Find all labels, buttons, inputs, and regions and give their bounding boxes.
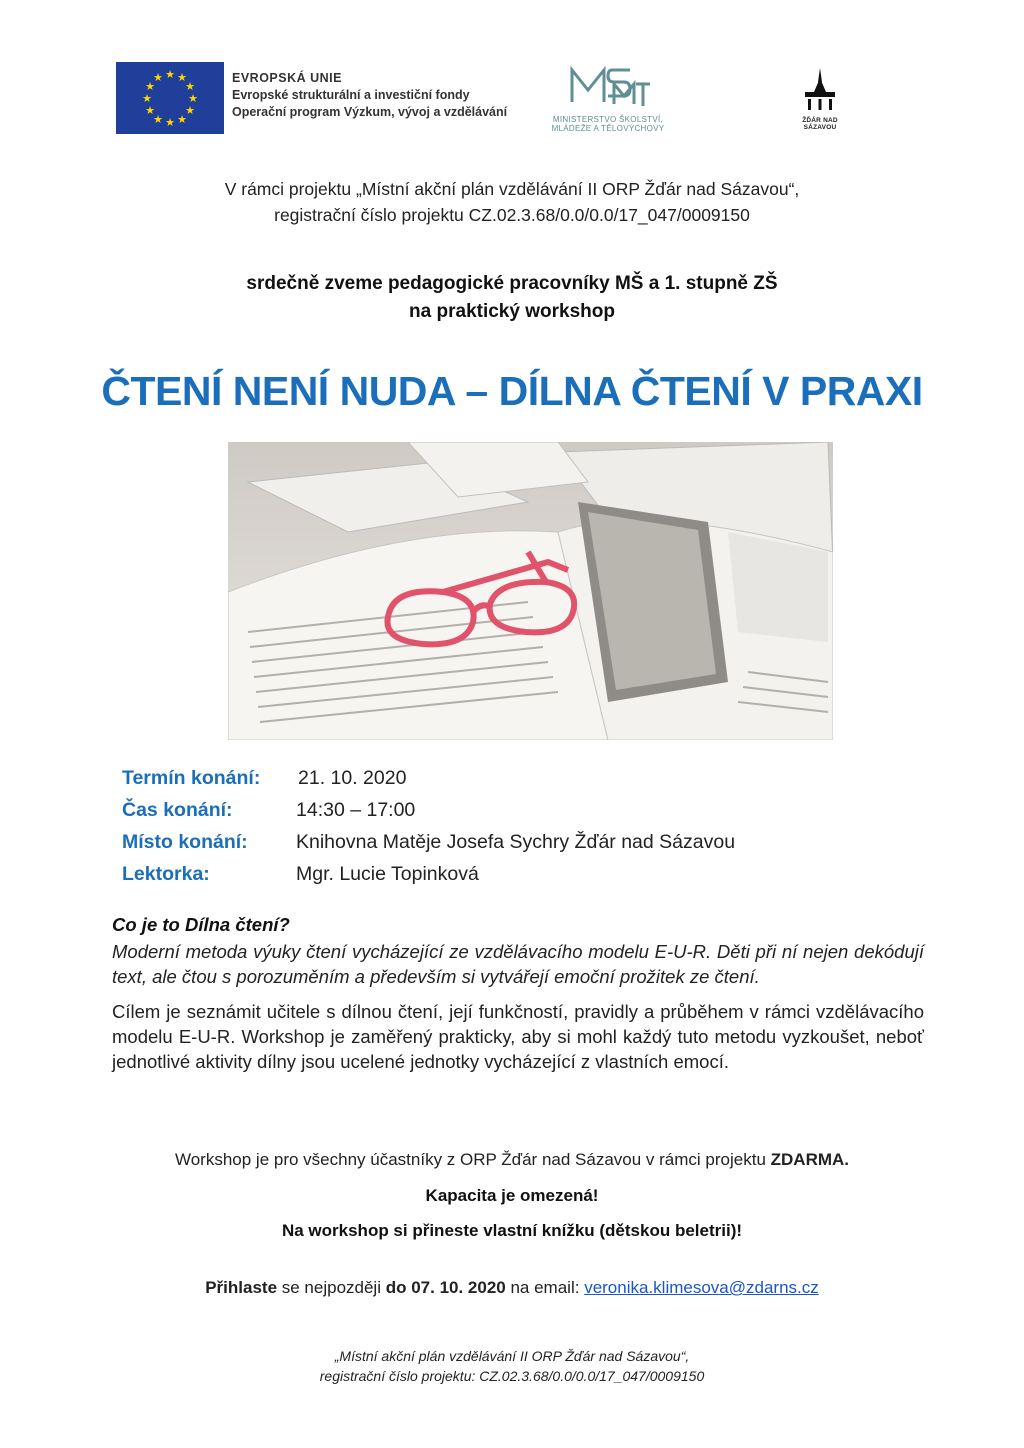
svg-text:★: ★ bbox=[185, 104, 195, 117]
invitation bbox=[0, 270, 1024, 326]
svg-text:★: ★ bbox=[177, 113, 187, 126]
page-title: ČTENÍ NENÍ NUDA – DÍLNA ČTENÍ V PRAXI bbox=[101, 368, 923, 414]
svg-text:★: ★ bbox=[145, 80, 155, 93]
bring-book-note: Na workshop si přineste vlastní knížku (dětskou beletrii)! bbox=[281, 1221, 743, 1240]
zdar-label: ŽĎÁR NAD SÁZAVOU bbox=[802, 117, 838, 131]
free-note-bold: ZDARMA. bbox=[770, 1150, 850, 1169]
open-books-illustration bbox=[228, 442, 833, 740]
register-text-1: se nejpozději bbox=[277, 1278, 386, 1297]
detail-row-time bbox=[122, 794, 902, 826]
free-note bbox=[0, 1150, 1024, 1170]
about-goal: Cílem je seznámit učitele s dílnou čtení, její funkčností, pravidly a průběhem v rámci vzdělávacího modelu E-U-R. Workshop je zaměřený prakticky, aby si mohl každý tuto metodu vyzkoušet, neboť jednotlivé aktivity dílny jsou ucelené jednotky vycházející z vlastních emocí. bbox=[112, 1001, 924, 1072]
eu-stars-icon bbox=[116, 62, 224, 134]
about-section bbox=[112, 912, 924, 1074]
svg-text:★: ★ bbox=[145, 104, 155, 117]
eu-line-3: Operační program Výzkum, vývoj a vzdělávání bbox=[232, 105, 508, 119]
about-heading: Co je to Dílna čtení? bbox=[112, 914, 290, 935]
place-label: Místo konání: bbox=[122, 831, 248, 853]
invite-line-1: srdečně zveme pedagogické pracovníky MŠ a 1. stupně ZŠ bbox=[246, 273, 778, 294]
svg-text:★: ★ bbox=[153, 71, 163, 84]
svg-text:★: ★ bbox=[153, 113, 163, 126]
church-tower-icon bbox=[798, 66, 842, 112]
eu-line-2: Evropské strukturální a investiční fondy bbox=[232, 88, 470, 102]
svg-text:★: ★ bbox=[142, 92, 152, 105]
detail-row-lecturer bbox=[122, 858, 902, 890]
zdar-city-logo bbox=[788, 66, 852, 131]
date-label: Termín konání: bbox=[122, 767, 261, 789]
date-value: 21. 10. 2020 bbox=[298, 767, 407, 789]
free-note-text: Workshop je pro všechny účastníky z ORP Žďár nad Sázavou v rámci projektu bbox=[174, 1150, 771, 1169]
msmt-logo bbox=[538, 62, 678, 132]
msmt-monogram-icon bbox=[538, 62, 678, 110]
email-link[interactable]: veronika.klimesova@zdarns.cz bbox=[584, 1278, 819, 1297]
svg-text:★: ★ bbox=[165, 116, 175, 129]
capacity-note: Kapacita je omezená! bbox=[425, 1186, 599, 1205]
intro-line-1: V rámci projektu „Místní akční plán vzdělávání II ORP Žďár nad Sázavou“, bbox=[224, 179, 800, 199]
msmt-line-1: MINISTERSTVO ŠKOLSTVÍ, bbox=[552, 115, 664, 124]
footer bbox=[0, 1346, 1024, 1386]
svg-text:★: ★ bbox=[188, 92, 198, 105]
footer-line-1: „Místní akční plán vzdělávání II ORP Žďár nad Sázavou“, bbox=[334, 1348, 690, 1364]
registration-line bbox=[0, 1278, 1024, 1298]
eu-flag-logo bbox=[116, 62, 224, 134]
eu-program-text bbox=[232, 70, 507, 121]
invite-line-2: na praktický workshop bbox=[409, 301, 615, 322]
about-definition: Moderní metoda výuky čtení vycházející ze vzdělávacího modelu E-U-R. Děti při ní nejen dekódují text, ale čtou s porozuměním a především si vytvářejí emoční prožitek ze čtení. bbox=[112, 941, 924, 987]
footer-line-2: registrační číslo projektu: CZ.02.3.68/0.0/0.0/17_047/0009150 bbox=[319, 1368, 705, 1384]
eu-line-1: EVROPSKÁ UNIE bbox=[232, 71, 342, 85]
time-label: Čas konání: bbox=[122, 799, 233, 821]
register-deadline: do 07. 10. 2020 bbox=[385, 1278, 506, 1297]
project-intro bbox=[0, 176, 1024, 228]
register-text-2: na email: bbox=[505, 1278, 585, 1297]
svg-text:★: ★ bbox=[177, 71, 187, 84]
msmt-line-2: MLÁDEŽE A TĚLOVÝCHOVY bbox=[551, 124, 665, 133]
detail-row-date bbox=[122, 762, 902, 794]
books-glasses-photo bbox=[228, 442, 833, 740]
lecturer-value: Mgr. Lucie Topinková bbox=[296, 863, 479, 885]
event-details bbox=[122, 762, 902, 890]
lecturer-label: Lektorka: bbox=[122, 863, 210, 885]
register-bold-1: Přihlaste bbox=[205, 1278, 278, 1297]
place-value: Knihovna Matěje Josefa Sychry Žďár nad Sázavou bbox=[296, 831, 736, 853]
svg-text:★: ★ bbox=[165, 68, 175, 81]
time-value: 14:30 – 17:00 bbox=[296, 799, 416, 821]
intro-line-2: registrační číslo projektu CZ.02.3.68/0.0/0.0/17_047/0009150 bbox=[274, 205, 750, 225]
detail-row-place bbox=[122, 826, 902, 858]
svg-text:★: ★ bbox=[185, 80, 195, 93]
